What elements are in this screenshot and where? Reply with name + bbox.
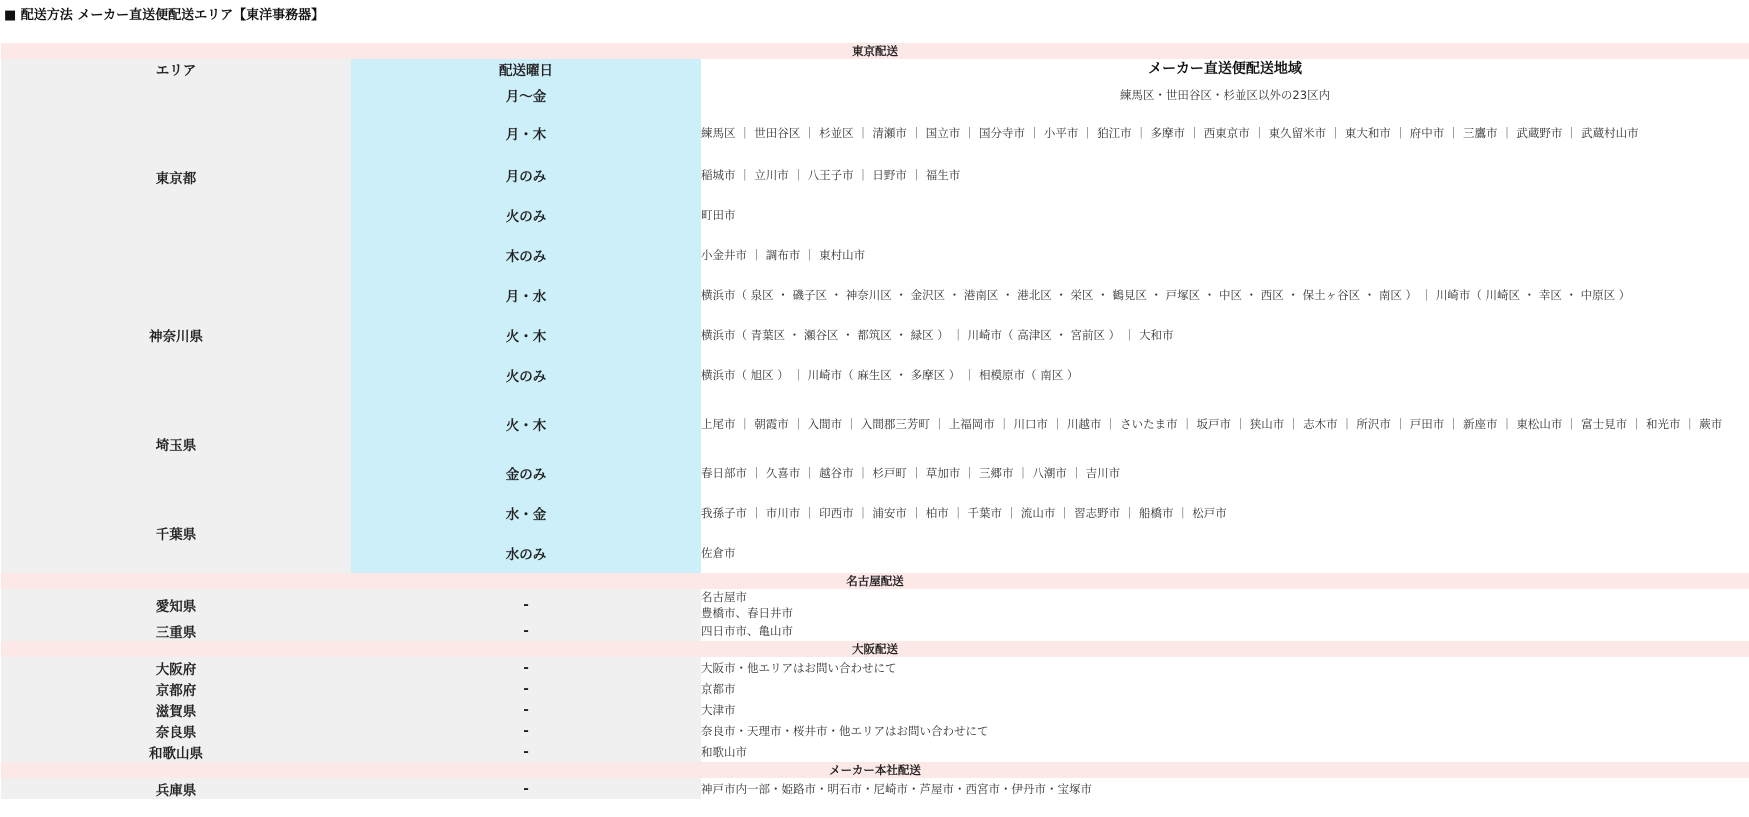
column-header-region: メーカー直送便配送地域 <box>701 59 1749 79</box>
region-cell: 四日市市、亀山市 <box>701 621 1749 641</box>
day-cell: - <box>351 621 701 641</box>
section-header-tokyo <box>1 43 1749 59</box>
region-cell: 神戸市内一部・姫路市・明石市・尼崎市・芦屋市・西宮市・伊丹市・宝塚市 <box>701 778 1749 799</box>
day-cell: - <box>351 741 701 762</box>
region-cell: 大阪市・他エリアはお問い合わせにて <box>701 657 1749 678</box>
day-cell: 火・木 <box>351 315 701 355</box>
region-line: 豊橋市、春日井市 <box>701 606 793 620</box>
day-cell: 火のみ <box>351 195 701 235</box>
region-cell: 稲城市 ｜ 立川市 ｜ 八王子市 ｜ 日野市 ｜ 福生市 <box>701 155 1749 195</box>
day-cell: - <box>351 699 701 720</box>
delivery-area-table <box>1 43 1749 799</box>
section-title: 大阪配送 <box>1 641 1749 657</box>
column-header-row <box>1 59 1749 79</box>
area-cell: 神奈川県 <box>1 275 351 395</box>
day-cell: - <box>351 678 701 699</box>
section-header-honsha <box>1 762 1749 778</box>
column-header-day: 配送曜日 <box>351 59 701 79</box>
region-cell: 春日部市 ｜ 久喜市 ｜ 越谷市 ｜ 杉戸町 ｜ 草加市 ｜ 三郷市 ｜ 八潮市 ｜ 吉川市 <box>701 453 1749 493</box>
section-title: メーカー本社配送 <box>1 762 1749 778</box>
day-cell: 火・木 <box>351 395 701 453</box>
table-row <box>1 678 1749 699</box>
day-cell: - <box>351 589 701 621</box>
day-cell: - <box>351 778 701 799</box>
day-cell: 火のみ <box>351 355 701 395</box>
section-title: 東京配送 <box>1 43 1749 59</box>
table-row <box>1 275 1749 315</box>
area-cell: 和歌山県 <box>1 741 351 762</box>
page-title: ■ 配送方法 メーカー直送便配送エリア【東洋事務器】 <box>4 8 325 23</box>
section-header-osaka <box>1 641 1749 657</box>
region-cell: 小金井市 ｜ 調布市 ｜ 東村山市 <box>701 235 1749 275</box>
area-cell: 千葉県 <box>1 493 351 573</box>
region-cell: 横浜市（ 青葉区 ・ 瀬谷区 ・ 都筑区 ・ 緑区 ） ｜ 川崎市（ 高津区 ・ 宮前区 ） ｜ 大和市 <box>701 315 1749 355</box>
day-cell: 月～金 <box>351 79 701 111</box>
column-header-area: エリア <box>1 59 351 79</box>
table-row <box>1 493 1749 533</box>
area-cell: 東京都 <box>1 79 351 275</box>
area-cell: 京都府 <box>1 678 351 699</box>
region-cell: 京都市 <box>701 678 1749 699</box>
area-cell: 大阪府 <box>1 657 351 678</box>
table-row <box>1 79 1749 111</box>
region-cell <box>701 589 1749 621</box>
region-cell: 佐倉市 <box>701 533 1749 573</box>
day-cell: - <box>351 720 701 741</box>
day-cell: 水・金 <box>351 493 701 533</box>
table-row <box>1 621 1749 641</box>
area-cell: 愛知県 <box>1 589 351 621</box>
area-cell: 兵庫県 <box>1 778 351 799</box>
day-cell: 月・木 <box>351 111 701 155</box>
table-row <box>1 395 1749 453</box>
region-line: 名古屋市 <box>701 590 747 604</box>
table-row <box>1 699 1749 720</box>
region-cell: 大津市 <box>701 699 1749 720</box>
area-cell: 奈良県 <box>1 720 351 741</box>
section-title: 名古屋配送 <box>1 573 1749 589</box>
region-cell: 上尾市 ｜ 朝霞市 ｜ 入間市 ｜ 入間郡三芳町 ｜ 上福岡市 ｜ 川口市 ｜ 川越市 ｜ さいたま市 ｜ 坂戸市 ｜ 狭山市 ｜ 志木市 ｜ 所沢市 ｜ 戸田市 ｜ 新座市 ｜ 東松山市 ｜ 富士見市 ｜ 和光市 ｜ 蕨市 <box>701 395 1749 453</box>
region-cell: 奈良市・天理市・桜井市・他エリアはお問い合わせにて <box>701 720 1749 741</box>
area-cell: 埼玉県 <box>1 395 351 493</box>
table-row <box>1 720 1749 741</box>
day-cell: - <box>351 657 701 678</box>
region-cell: 我孫子市 ｜ 市川市 ｜ 印西市 ｜ 浦安市 ｜ 柏市 ｜ 千葉市 ｜ 流山市 ｜ 習志野市 ｜ 船橋市 ｜ 松戸市 <box>701 493 1749 533</box>
day-cell: 木のみ <box>351 235 701 275</box>
region-cell: 練馬区・世田谷区・杉並区以外の23区内 <box>701 79 1749 111</box>
table-row <box>1 778 1749 799</box>
region-cell: 横浜市（ 旭区 ） ｜ 川崎市（ 麻生区 ・ 多摩区 ） ｜ 相模原市（ 南区 ） <box>701 355 1749 395</box>
day-cell: 月のみ <box>351 155 701 195</box>
region-cell: 練馬区 ｜ 世田谷区 ｜ 杉並区 ｜ 清瀬市 ｜ 国立市 ｜ 国分寺市 ｜ 小平市 ｜ 狛江市 ｜ 多摩市 ｜ 西東京市 ｜ 東久留米市 ｜ 東大和市 ｜ 府中市 ｜ 三鷹市 ｜ 武蔵野市 ｜ 武蔵村山市 <box>701 111 1749 155</box>
area-cell: 滋賀県 <box>1 699 351 720</box>
day-cell: 水のみ <box>351 533 701 573</box>
region-cell: 町田市 <box>701 195 1749 235</box>
day-cell: 月・水 <box>351 275 701 315</box>
table-row <box>1 741 1749 762</box>
region-cell: 横浜市（ 泉区 ・ 磯子区 ・ 神奈川区 ・ 金沢区 ・ 港南区 ・ 港北区 ・ 栄区 ・ 鶴見区 ・ 戸塚区 ・ 中区 ・ 西区 ・ 保土ヶ谷区 ・ 南区 ） ｜ 川崎市（ 川崎区 ・ 幸区 ・ 中原区 ） <box>701 275 1749 315</box>
region-cell: 和歌山市 <box>701 741 1749 762</box>
area-cell: 三重県 <box>1 621 351 641</box>
section-header-nagoya <box>1 573 1749 589</box>
table-row <box>1 657 1749 678</box>
day-cell: 金のみ <box>351 453 701 493</box>
table-row <box>1 589 1749 621</box>
